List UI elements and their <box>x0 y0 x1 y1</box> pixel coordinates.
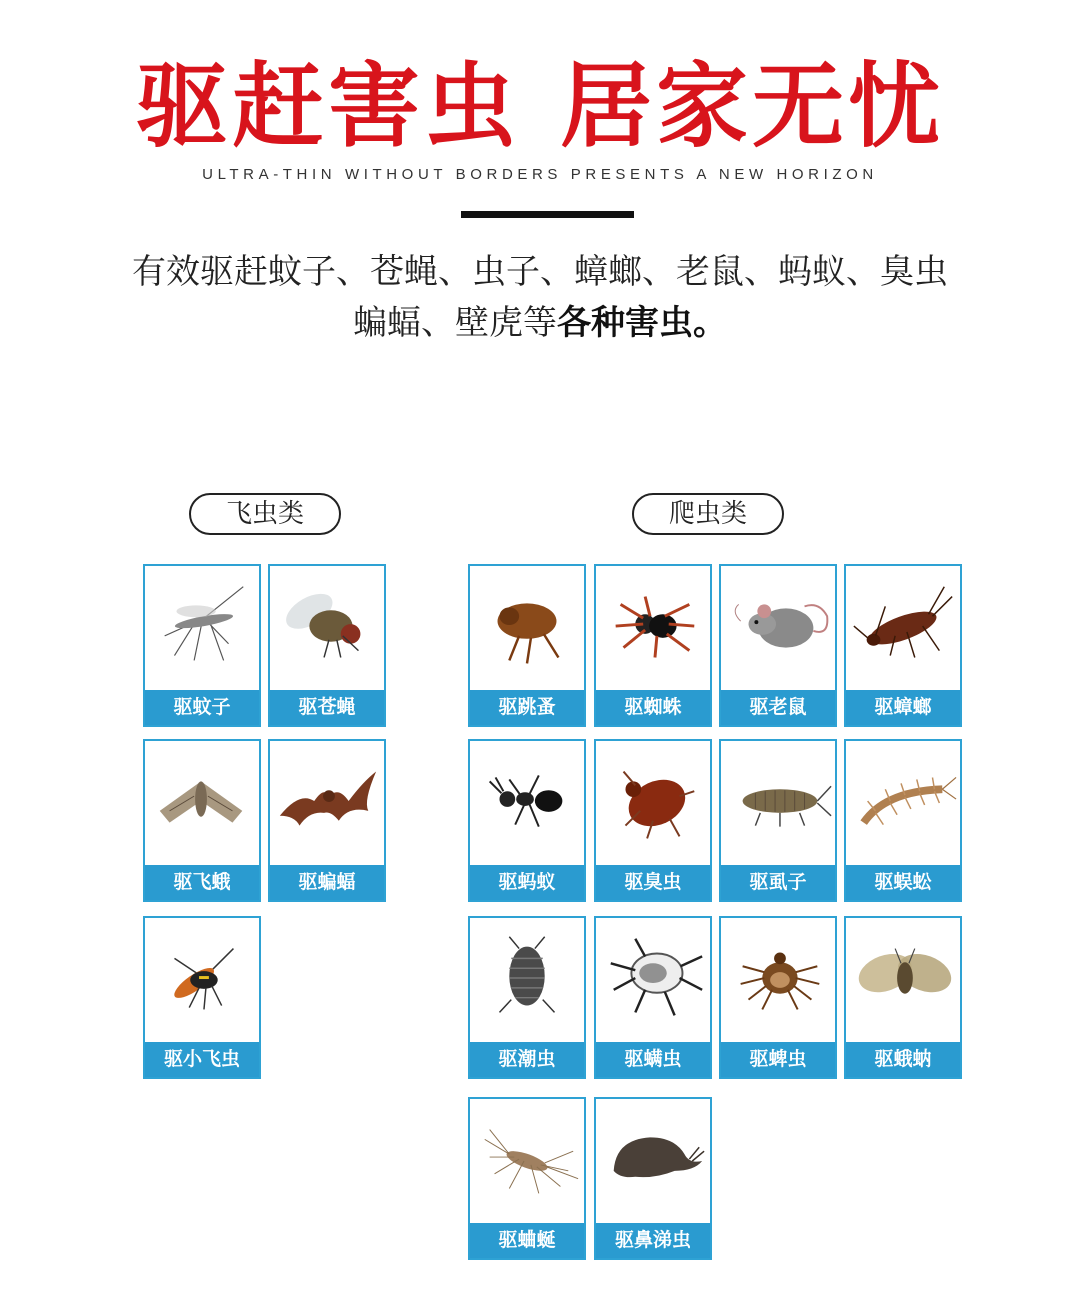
pest-label: 驱潮虫 <box>470 1042 584 1077</box>
pest-tile <box>719 564 837 727</box>
slug-icon <box>596 1099 710 1223</box>
pest-label: 驱虱子 <box>721 865 835 900</box>
pest-tile <box>844 564 962 727</box>
pest-tile <box>468 916 586 1079</box>
divider <box>461 211 634 218</box>
woodlouse-icon <box>470 918 584 1042</box>
mite-icon <box>596 918 710 1042</box>
tick-icon <box>721 918 835 1042</box>
category-crawling: 爬虫类 <box>632 493 784 535</box>
pest-tile <box>268 739 386 902</box>
subline: ULTRA-THIN WITHOUT BORDERS PRESENTS A NEW HORIZON <box>202 166 878 183</box>
headline-part2: 居家无忧 <box>560 53 945 160</box>
description-line2-bold: 各种害虫。 <box>557 303 727 343</box>
pest-tile <box>468 564 586 727</box>
pest-label: 驱蟑螂 <box>846 690 960 725</box>
pest-tile <box>594 564 712 727</box>
pest-label: 驱飞蛾 <box>145 865 259 900</box>
pest-label: 驱螨虫 <box>596 1042 710 1077</box>
pest-label: 驱蜱虫 <box>721 1042 835 1077</box>
pest-tile <box>719 916 837 1079</box>
pest-label: 驱小飞虫 <box>145 1042 259 1077</box>
pest-tile <box>594 739 712 902</box>
pest-tile <box>143 564 261 727</box>
pest-label: 驱蜘蛛 <box>596 690 710 725</box>
pest-label: 驱蚊子 <box>145 690 259 725</box>
pest-tile <box>268 564 386 727</box>
pest-label: 驱老鼠 <box>721 690 835 725</box>
headline-part1: 驱赶害虫 <box>135 53 520 160</box>
headline <box>0 52 1080 162</box>
cockroach-icon <box>846 566 960 690</box>
pest-label: 驱蝙蝠 <box>270 865 384 900</box>
moth-icon <box>145 741 259 865</box>
pest-tile <box>468 739 586 902</box>
description-line2-normal: 蝙蝠、壁虎等 <box>353 303 557 343</box>
louse-icon <box>721 741 835 865</box>
bedbug-icon <box>596 741 710 865</box>
pest-label: 驱苍蝇 <box>270 690 384 725</box>
pest-tile <box>468 1097 586 1260</box>
pest-label: 驱蛐蜒 <box>470 1223 584 1258</box>
ant-icon <box>470 741 584 865</box>
pest-label: 驱鼻涕虫 <box>596 1223 710 1258</box>
mosquito-icon <box>145 566 259 690</box>
mouse-icon <box>721 566 835 690</box>
pest-tile <box>719 739 837 902</box>
pest-label: 驱蛾蚋 <box>846 1042 960 1077</box>
pest-tile <box>594 1097 712 1260</box>
moth-fly-icon <box>846 918 960 1042</box>
description-line1: 有效驱赶蚊子、苍蝇、虫子、蟑螂、老鼠、蚂蚁、臭虫 <box>132 252 948 292</box>
pest-label: 驱跳蚤 <box>470 690 584 725</box>
centipede-icon <box>846 741 960 865</box>
pest-label: 驱蚂蚁 <box>470 865 584 900</box>
pest-tile <box>844 739 962 902</box>
description-line2 <box>0 303 1080 343</box>
fly-icon <box>270 566 384 690</box>
pest-tile <box>844 916 962 1079</box>
pest-tile <box>143 916 261 1079</box>
pest-tile <box>594 916 712 1079</box>
house-centipede-icon <box>470 1099 584 1223</box>
pest-tile <box>143 739 261 902</box>
spider-icon <box>596 566 710 690</box>
bat-icon <box>270 741 384 865</box>
flea-icon <box>470 566 584 690</box>
small-fly-icon <box>145 918 259 1042</box>
pest-label: 驱臭虫 <box>596 865 710 900</box>
category-flying: 飞虫类 <box>189 493 341 535</box>
pest-label: 驱蜈蚣 <box>846 865 960 900</box>
